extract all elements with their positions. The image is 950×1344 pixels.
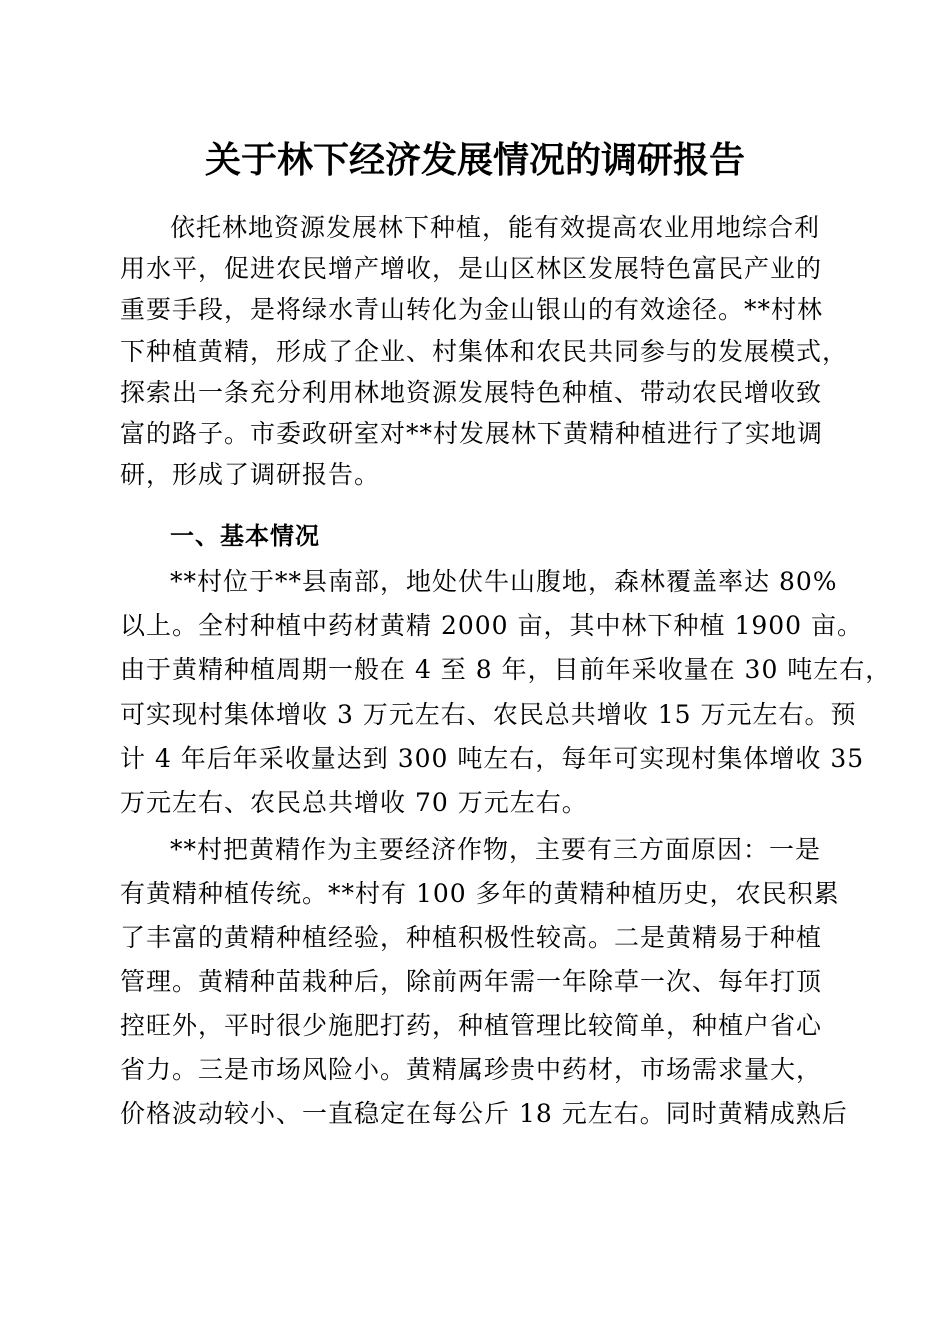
paragraph-line: 由于黄精种植周期一般在 4 至 8 年，目前年采收量在 30 吨左右， [120,655,892,684]
paragraph-line: 研，形成了调研报告。 [120,460,381,489]
paragraph-line: 以上。全村种植中药材黄精 2000 亩，其中林下种植 1900 亩。 [120,611,864,640]
paragraph-line: **村位于**县南部，地处伏牛山腹地，森林覆盖率达 80% [170,567,838,596]
paragraph-line: 省力。三是市场风险小。黄精属珍贵中药材，市场需求量大， [120,1055,823,1084]
paragraph-line: 依托林地资源发展林下种植，能有效提高农业用地综合利 [170,213,821,242]
paragraph-line: 管理。黄精种苗栽种后，除前两年需一年除草一次、每年打顶 [120,967,823,996]
paragraph-line: 富的路子。市委政研室对**村发展林下黄精种植进行了实地调 [120,419,824,448]
paragraph-line: 万元左右、农民总共增收 70 万元左右。 [120,788,588,817]
paragraph-line: 了丰富的黄精种植经验，种植积极性较高。二是黄精易于种植 [120,923,823,952]
paragraph-line: 价格波动较小、一直稳定在每公斤 18 元左右。同时黄精成熟后 [120,1099,848,1128]
paragraph-line: 有黄精种植传统。**村有 100 多年的黄精种植历史，农民积累 [120,879,840,908]
paragraph-line: **村把黄精作为主要经济作物，主要有三方面原因：一是 [170,835,822,864]
paragraph-line: 用水平，促进农民增产增收，是山区林区发展特色富民产业的 [120,254,823,283]
document-title: 关于林下经济发展情况的调研报告 [204,139,745,181]
paragraph-line: 计 4 年后年采收量达到 300 吨左右，每年可实现村集体增收 35 [120,744,865,773]
paragraph-line: 探索出一条充分利用林地资源发展特色种植、带动农民增收致 [120,378,823,407]
paragraph-line: 下种植黄精，形成了企业、村集体和农民共同参与的发展模式， [120,337,849,366]
paragraph-line: 控旺外，平时很少施肥打药，种植管理比较简单，种植户省心 [120,1011,823,1040]
paragraph-line: 重要手段，是将绿水青山转化为金山银山的有效途径。**村林 [120,295,824,324]
paragraph-line: 可实现村集体增收 3 万元左右、农民总共增收 15 万元左右。预 [120,700,857,729]
section-heading: 一、基本情况 [170,522,320,550]
